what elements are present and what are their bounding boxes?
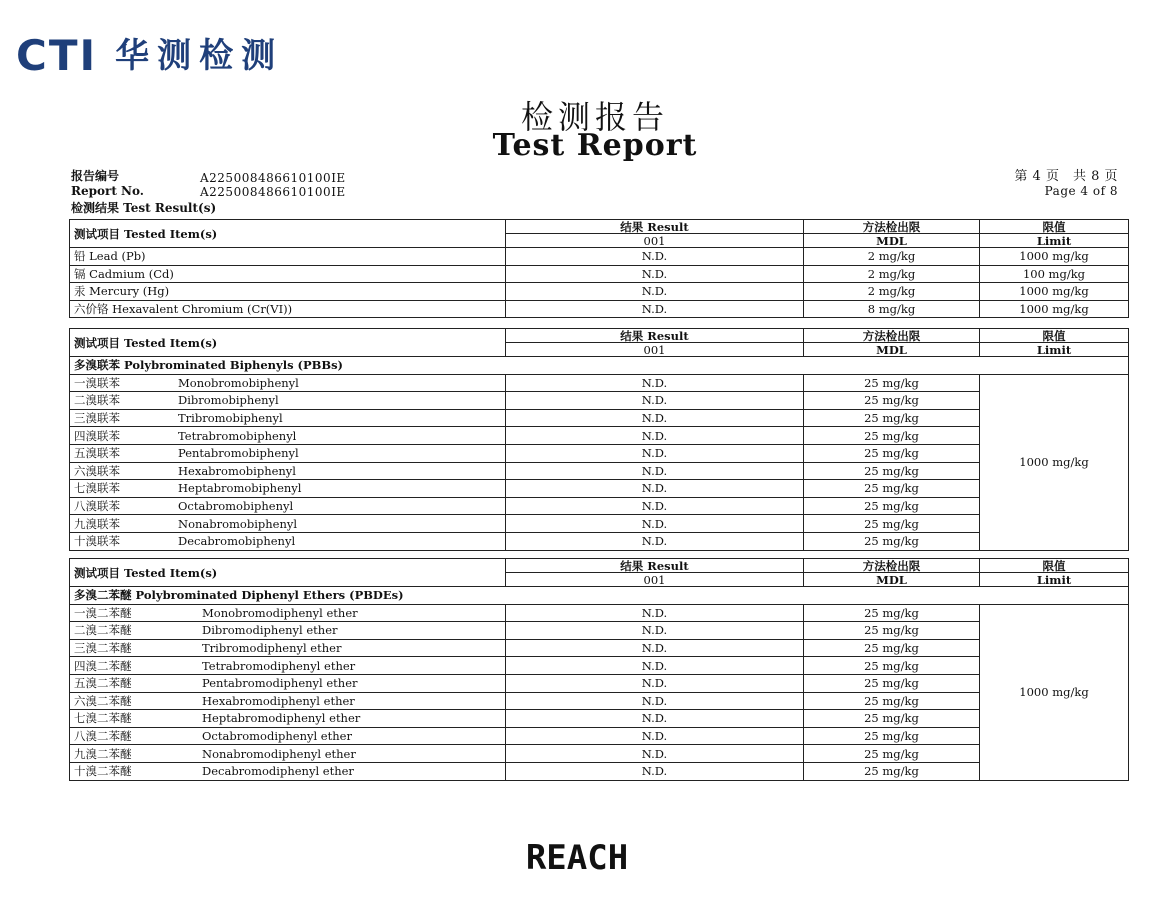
item-mdl: 25 mg/kg (804, 532, 980, 550)
table-row (70, 374, 1129, 392)
item-name-en: Octabromodiphenyl ether (202, 729, 352, 744)
item-result: N.D. (506, 392, 804, 410)
item-name: 汞 Mercury (Hg) (70, 283, 506, 301)
item-name-en: Pentabromobiphenyl (178, 446, 299, 461)
item-mdl: 25 mg/kg (804, 692, 980, 710)
table-row (70, 409, 1129, 427)
item-result: N.D. (506, 692, 804, 710)
item-mdl: 25 mg/kg (804, 374, 980, 392)
item-name: 六价铬 Hexavalent Chromium (Cr(VI)) (70, 300, 506, 318)
group-limit: 1000 mg/kg (980, 604, 1129, 780)
item-result: N.D. (506, 283, 804, 301)
table-row (70, 622, 1129, 640)
item-result: N.D. (506, 532, 804, 550)
item-limit: 1000 mg/kg (980, 248, 1129, 266)
item-name-en: Tribromodiphenyl ether (202, 641, 342, 656)
item-result: N.D. (506, 639, 804, 657)
table-row (70, 727, 1129, 745)
item-name-en: Pentabromodiphenyl ether (202, 676, 358, 691)
item-result: N.D. (506, 745, 804, 763)
item-result: N.D. (506, 409, 804, 427)
item-result: N.D. (506, 248, 804, 266)
group-heading-pbde: 多溴二苯醚 Polybrominated Diphenyl Ethers (PBDEs) (70, 587, 1129, 605)
header-mdl-en: MDL (804, 234, 980, 248)
table-row (70, 497, 1129, 515)
item-result: N.D. (506, 710, 804, 728)
table-row (70, 639, 1129, 657)
header-sample: 001 (506, 234, 804, 248)
table-row (70, 532, 1129, 550)
header-result: 结果 Result (506, 559, 804, 573)
header-limit-cn: 限值 (980, 559, 1129, 573)
result-heading: 检测结果 Test Result(s) (71, 201, 217, 215)
report-number-label-cn: 报告编号 (71, 169, 120, 183)
item-name-cn: 三溴二苯醚 (74, 641, 132, 656)
header-sample: 001 (506, 343, 804, 357)
table-row (70, 745, 1129, 763)
item-mdl: 25 mg/kg (804, 745, 980, 763)
header-limit-cn: 限值 (980, 220, 1129, 234)
header-limit-cn: 限值 (980, 329, 1129, 343)
item-result: N.D. (506, 674, 804, 692)
table-row (70, 480, 1129, 498)
item-name-en: Hexabromodiphenyl ether (202, 693, 355, 708)
header-mdl-cn: 方法检出限 (804, 329, 980, 343)
table-row (70, 515, 1129, 533)
item-mdl: 25 mg/kg (804, 427, 980, 445)
header-tested-item: 测试项目 Tested Item(s) (70, 559, 506, 587)
item-name-en: Tetrabromobiphenyl (178, 428, 297, 443)
item-name-en: Octabromobiphenyl (178, 499, 294, 514)
item-result: N.D. (506, 427, 804, 445)
item-result: N.D. (506, 657, 804, 675)
item-name-en: Nonabromodiphenyl ether (202, 746, 356, 761)
table-row (70, 283, 1129, 301)
item-name-cn: 七溴二苯醚 (74, 711, 132, 726)
item-name-cn: 八溴二苯醚 (74, 729, 132, 744)
report-title-en: Test Report (492, 128, 698, 163)
logo-mark: CTI (16, 31, 98, 80)
item-mdl: 25 mg/kg (804, 462, 980, 480)
item-result: N.D. (506, 622, 804, 640)
item-result: N.D. (506, 462, 804, 480)
header-result: 结果 Result (506, 220, 804, 234)
report-number-label-en: Report No. (71, 184, 144, 198)
item-name-cn: 一溴二苯醚 (74, 605, 132, 620)
item-name-en: Tribromobiphenyl (178, 411, 283, 426)
report-number-value-en: A225008486610100IE (200, 185, 346, 199)
item-name-cn: 六溴联苯 (74, 463, 120, 478)
item-name-en: Monobromodiphenyl ether (202, 605, 358, 620)
table-row (70, 692, 1129, 710)
table-row (70, 657, 1129, 675)
item-mdl: 25 mg/kg (804, 622, 980, 640)
table-row (70, 710, 1129, 728)
item-result: N.D. (506, 762, 804, 780)
header-mdl-en: MDL (804, 343, 980, 357)
item-name-cn: 二溴二苯醚 (74, 623, 132, 638)
item-result: N.D. (506, 444, 804, 462)
item-name-cn: 七溴联苯 (74, 481, 120, 496)
item-name-en: Dibromodiphenyl ether (202, 623, 338, 638)
header-mdl-cn: 方法检出限 (804, 220, 980, 234)
item-name-cn: 四溴联苯 (74, 428, 120, 443)
group-limit: 1000 mg/kg (980, 374, 1129, 550)
item-name-cn: 十溴联苯 (74, 534, 120, 549)
item-name-cn: 五溴联苯 (74, 446, 120, 461)
report-number-value-cn: A225008486610100IE (200, 171, 346, 185)
item-mdl: 2 mg/kg (804, 248, 980, 266)
item-mdl: 25 mg/kg (804, 657, 980, 675)
item-name-cn: 五溴二苯醚 (74, 676, 132, 691)
item-name-en: Hexabromobiphenyl (178, 463, 296, 478)
table-row (70, 300, 1129, 318)
item-mdl: 25 mg/kg (804, 762, 980, 780)
table-row (70, 444, 1129, 462)
company-logo (16, 31, 284, 80)
table-row (70, 762, 1129, 780)
item-name-cn: 二溴联苯 (74, 393, 120, 408)
item-name-cn: 一溴联苯 (74, 375, 120, 390)
pbb-table (69, 328, 1129, 551)
item-mdl: 25 mg/kg (804, 480, 980, 498)
report-title-cn: 检测报告 (520, 98, 669, 136)
item-result: N.D. (506, 604, 804, 622)
item-name-en: Tetrabromodiphenyl ether (202, 658, 356, 673)
header-limit-en: Limit (980, 343, 1129, 357)
item-limit: 1000 mg/kg (980, 300, 1129, 318)
table-row (70, 265, 1129, 283)
logo-name: 华测检测 (115, 36, 284, 76)
item-mdl: 25 mg/kg (804, 444, 980, 462)
item-name-en: Heptabromodiphenyl ether (202, 711, 361, 726)
table-row (70, 604, 1129, 622)
item-name-cn: 六溴二苯醚 (74, 693, 132, 708)
item-mdl: 25 mg/kg (804, 674, 980, 692)
item-limit: 1000 mg/kg (980, 283, 1129, 301)
item-result: N.D. (506, 300, 804, 318)
item-mdl: 25 mg/kg (804, 710, 980, 728)
header-sample: 001 (506, 573, 804, 587)
item-name: 镉 Cadmium (Cd) (70, 265, 506, 283)
item-mdl: 25 mg/kg (804, 497, 980, 515)
metals-table (69, 219, 1129, 318)
page-indicator-en: Page 4 of 8 (1044, 184, 1118, 198)
item-result: N.D. (506, 497, 804, 515)
item-result: N.D. (506, 515, 804, 533)
item-limit: 100 mg/kg (980, 265, 1129, 283)
header-mdl-cn: 方法检出限 (804, 559, 980, 573)
item-result: N.D. (506, 727, 804, 745)
item-mdl: 25 mg/kg (804, 727, 980, 745)
pbde-table (69, 558, 1129, 781)
item-mdl: 25 mg/kg (804, 639, 980, 657)
item-name-en: Heptabromobiphenyl (178, 481, 302, 496)
item-mdl: 2 mg/kg (804, 265, 980, 283)
header-limit-en: Limit (980, 234, 1129, 248)
header-limit-en: Limit (980, 573, 1129, 587)
item-name-cn: 十溴二苯醚 (74, 764, 132, 779)
item-name-en: Decabromobiphenyl (178, 534, 296, 549)
item-name-cn: 九溴联苯 (74, 516, 120, 531)
item-name-cn: 三溴联苯 (74, 411, 120, 426)
item-name-en: Nonabromobiphenyl (178, 516, 298, 531)
header-tested-item: 测试项目 Tested Item(s) (70, 329, 506, 357)
item-result: N.D. (506, 480, 804, 498)
item-mdl: 25 mg/kg (804, 515, 980, 533)
table-row (70, 427, 1129, 445)
item-name-en: Decabromodiphenyl ether (202, 764, 354, 779)
header-mdl-en: MDL (804, 573, 980, 587)
table-row (70, 392, 1129, 410)
item-mdl: 25 mg/kg (804, 392, 980, 410)
item-result: N.D. (506, 374, 804, 392)
group-heading-pbb: 多溴联苯 Polybrominated Biphenyls (PBBs) (70, 357, 1129, 375)
item-mdl: 8 mg/kg (804, 300, 980, 318)
header-tested-item: 测试项目 Tested Item(s) (70, 220, 506, 248)
header-result: 结果 Result (506, 329, 804, 343)
item-name: 铅 Lead (Pb) (70, 248, 506, 266)
page-indicator-cn: 第 4 页 共 8 页 (1014, 169, 1118, 184)
caption-reach: REACH (525, 838, 629, 878)
item-mdl: 25 mg/kg (804, 604, 980, 622)
item-name-en: Monobromobiphenyl (178, 375, 299, 390)
table-row (70, 462, 1129, 480)
item-result: N.D. (506, 265, 804, 283)
item-mdl: 2 mg/kg (804, 283, 980, 301)
item-name-cn: 八溴联苯 (74, 499, 120, 514)
table-row (70, 674, 1129, 692)
item-name-cn: 九溴二苯醚 (74, 746, 132, 761)
table-row (70, 248, 1129, 266)
item-name-cn: 四溴二苯醚 (74, 658, 132, 673)
item-mdl: 25 mg/kg (804, 409, 980, 427)
item-name-en: Dibromobiphenyl (178, 393, 279, 408)
